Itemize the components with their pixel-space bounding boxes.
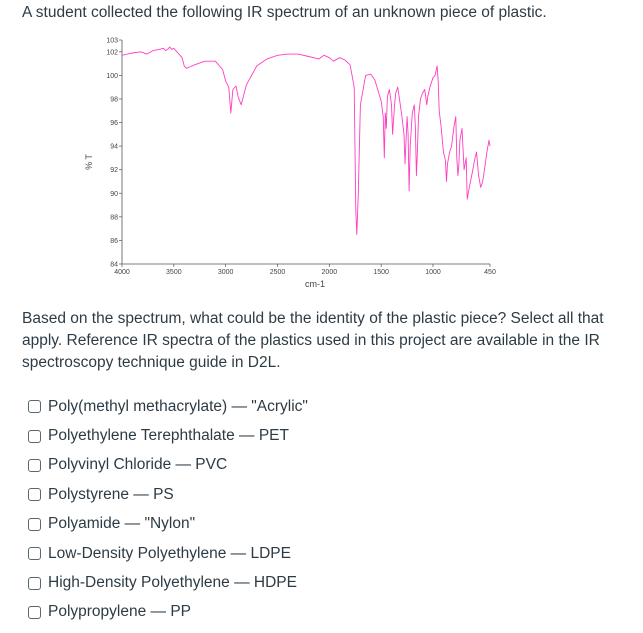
checkbox[interactable]: [28, 518, 41, 531]
x-tick-label: 4000: [114, 269, 130, 276]
option-hdpe[interactable]: [28, 568, 308, 597]
x-tick-label: 3000: [217, 269, 234, 276]
checkbox[interactable]: [28, 430, 41, 443]
checkbox[interactable]: [28, 488, 41, 501]
y-tick-label: 92: [110, 167, 118, 175]
option-label: Polyamide — "Nylon": [48, 515, 196, 533]
x-tick-label: 3500: [166, 269, 182, 276]
option-ldpe[interactable]: [28, 539, 308, 568]
y-tick-label: 103: [106, 37, 118, 45]
x-tick-label: 2000: [321, 269, 338, 276]
ir-spectrum-chart: [0, 0, 643, 300]
y-tick-label: 88: [110, 214, 118, 222]
y-tick-label: 90: [110, 190, 118, 198]
x-tick-label: 2500: [269, 269, 286, 276]
y-tick-label: 96: [110, 120, 118, 128]
checkbox[interactable]: [28, 400, 41, 413]
checkbox[interactable]: [28, 577, 41, 590]
y-tick-label: 100: [106, 72, 118, 80]
option-label: Polystyrene — PS: [48, 485, 174, 503]
checkbox[interactable]: [28, 547, 41, 560]
option-pvc[interactable]: [28, 451, 308, 480]
intro-text: A student collected the following IR spectrum of an unknown piece of plastic.: [22, 4, 547, 21]
question-text: Based on the spectrum, what could be the identity of the plastic piece? Select all that apply. Reference IR spectra of the plastics used in this project are available in the IR spectroscopy technique guide in D2L.: [22, 310, 604, 371]
option-pet[interactable]: [28, 421, 308, 450]
option-label: Low-Density Polyethylene — LDPE: [48, 544, 291, 562]
option-nylon[interactable]: [28, 510, 308, 539]
chart-plot-area: [122, 47, 490, 234]
x-axis-label: cm-1: [305, 279, 325, 289]
x-tick-label: 450: [484, 269, 496, 276]
checkbox[interactable]: [28, 459, 41, 472]
answer-options: [28, 392, 308, 627]
y-tick-label: 98: [110, 96, 118, 104]
x-tick-label: 1000: [425, 269, 441, 276]
option-label: Polypropylene — PP: [48, 603, 192, 621]
option-label: Polyvinyl Chloride — PVC: [48, 456, 228, 474]
y-tick-label: 94: [110, 143, 118, 151]
y-tick-label: 86: [110, 237, 118, 245]
spectrum-series-line: [122, 47, 490, 234]
option-ps[interactable]: [28, 480, 308, 509]
y-tick-label: 84: [110, 261, 118, 269]
option-pp[interactable]: [28, 598, 308, 627]
option-label: Polyethylene Terephthalate — PET: [48, 427, 289, 445]
chart-axes: [122, 40, 490, 264]
x-tick-label: 1500: [373, 269, 389, 276]
option-pmma[interactable]: [28, 392, 308, 421]
y-tick-label: 102: [106, 49, 118, 57]
option-label: Poly(methyl methacrylate) — "Acrylic": [48, 397, 308, 415]
checkbox[interactable]: [28, 606, 41, 619]
y-axis-label: % T: [84, 154, 94, 170]
option-label: High-Density Polyethylene — HDPE: [48, 574, 297, 592]
